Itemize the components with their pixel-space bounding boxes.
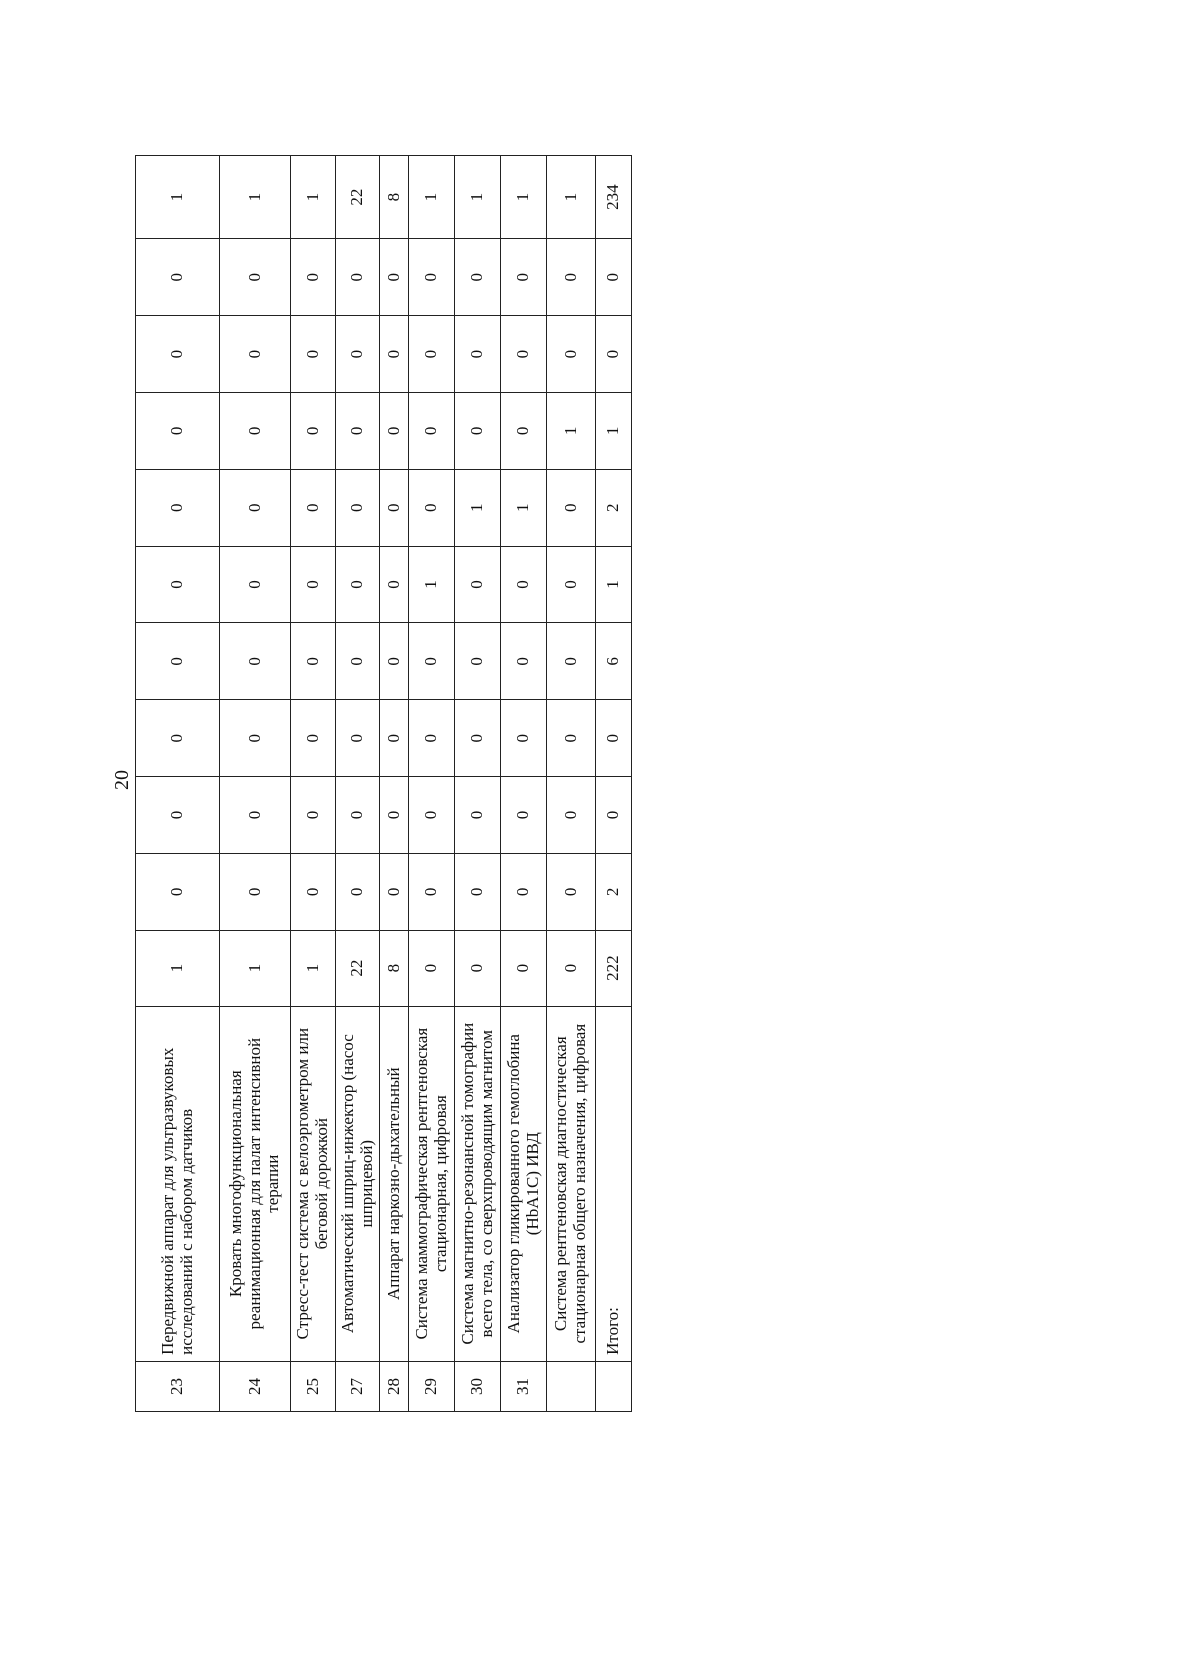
cell-value: 0	[501, 316, 547, 393]
table-body	[136, 156, 632, 1412]
cell-value: 0	[501, 930, 547, 1006]
row-total: 1	[501, 156, 547, 239]
cell-value: 0	[409, 469, 455, 546]
row-number: 31	[501, 1361, 547, 1411]
cell-value: 1	[455, 469, 501, 546]
cell-value: 0	[291, 777, 336, 854]
equipment-name: Аппарат наркозно-дыхательный	[380, 1006, 409, 1361]
row-total: 1	[409, 156, 455, 239]
table-row	[136, 156, 220, 1412]
cell-value: 0	[291, 392, 336, 469]
cell-value: 0	[380, 777, 409, 854]
row-total: 1	[455, 156, 501, 239]
cell-value: 0	[501, 239, 547, 316]
total-value: 1	[596, 546, 632, 623]
cell-value: 0	[336, 853, 380, 930]
cell-value: 0	[455, 239, 501, 316]
cell-value: 0	[455, 623, 501, 700]
cell-value: 0	[501, 853, 547, 930]
row-total: 22	[336, 156, 380, 239]
page-number: 20	[111, 770, 133, 790]
cell-value: 22	[336, 930, 380, 1006]
table-row	[336, 156, 380, 1412]
grand-total: 234	[596, 156, 632, 239]
cell-value: 0	[547, 469, 596, 546]
row-number: 27	[336, 1361, 380, 1411]
cell-value: 0	[455, 853, 501, 930]
table-row	[547, 156, 596, 1412]
total-value: 2	[596, 469, 632, 546]
cell-value: 0	[455, 930, 501, 1006]
cell-value: 0	[291, 239, 336, 316]
cell-value: 0	[547, 777, 596, 854]
table-row	[455, 156, 501, 1412]
cell-value: 0	[455, 392, 501, 469]
equipment-name: Система магнитно-резонансной томографии всего тела, со сверхпроводящим магнитом	[455, 1006, 501, 1361]
cell-value: 0	[380, 469, 409, 546]
cell-value: 0	[136, 853, 220, 930]
cell-value: 0	[220, 853, 291, 930]
cell-value: 0	[547, 623, 596, 700]
cell-value: 1	[291, 930, 336, 1006]
row-total: 8	[380, 156, 409, 239]
equipment-name: Система рентгеновская диагностическая стационарная общего назначения, цифровая	[547, 1006, 596, 1361]
equipment-name: Анализатор гликированного гемоглобина (HbA1C) ИВД	[501, 1006, 547, 1361]
cell-value: 0	[291, 316, 336, 393]
table-row	[220, 156, 291, 1412]
cell-value: 8	[380, 930, 409, 1006]
equipment-name: Система маммографическая рентгеновская стационарная, цифровая	[409, 1006, 455, 1361]
cell-value: 0	[336, 623, 380, 700]
table-row	[501, 156, 547, 1412]
cell-value: 0	[501, 623, 547, 700]
cell-value: 0	[501, 392, 547, 469]
cell-value: 0	[136, 392, 220, 469]
cell-value: 0	[547, 239, 596, 316]
row-total: 1	[136, 156, 220, 239]
row-number	[547, 1361, 596, 1411]
cell-value: 0	[409, 930, 455, 1006]
cell-value: 0	[380, 546, 409, 623]
cell-value: 0	[409, 239, 455, 316]
equipment-name: Стресс-тест система с велоэргометром или беговой дорожкой	[291, 1006, 336, 1361]
cell-value: 0	[136, 546, 220, 623]
cell-value: 0	[501, 700, 547, 777]
table-row	[409, 156, 455, 1412]
total-number-cell	[596, 1361, 632, 1411]
cell-value: 0	[380, 392, 409, 469]
row-number: 25	[291, 1361, 336, 1411]
total-value: 2	[596, 853, 632, 930]
cell-value: 1	[220, 930, 291, 1006]
cell-value: 0	[291, 469, 336, 546]
cell-value: 0	[501, 546, 547, 623]
total-value: 0	[596, 316, 632, 393]
total-value: 1	[596, 392, 632, 469]
cell-value: 0	[547, 853, 596, 930]
cell-value: 0	[547, 930, 596, 1006]
cell-value: 0	[409, 700, 455, 777]
total-value: 222	[596, 930, 632, 1006]
cell-value: 0	[220, 546, 291, 623]
cell-value: 0	[336, 700, 380, 777]
cell-value: 1	[547, 392, 596, 469]
cell-value: 0	[380, 239, 409, 316]
row-number: 28	[380, 1361, 409, 1411]
row-number: 24	[220, 1361, 291, 1411]
equipment-table-rotated	[135, 155, 631, 1412]
row-total: 1	[547, 156, 596, 239]
cell-value: 0	[336, 392, 380, 469]
cell-value: 1	[409, 546, 455, 623]
cell-value: 0	[501, 777, 547, 854]
cell-value: 0	[220, 469, 291, 546]
equipment-name: Передвижной аппарат для ультразвуковых исследований с набором датчиков	[136, 1006, 220, 1361]
cell-value: 0	[291, 623, 336, 700]
cell-value: 0	[136, 239, 220, 316]
row-number: 29	[409, 1361, 455, 1411]
equipment-name: Автоматический шприц-инжектор (насос шприцевой)	[336, 1006, 380, 1361]
cell-value: 0	[136, 316, 220, 393]
equipment-name: Кровать многофункциональная реанимационная для палат интенсивной терапии	[220, 1006, 291, 1361]
table-row	[291, 156, 336, 1412]
table-row	[380, 156, 409, 1412]
row-total: 1	[220, 156, 291, 239]
cell-value: 0	[336, 316, 380, 393]
cell-value: 0	[291, 700, 336, 777]
cell-value: 0	[220, 316, 291, 393]
row-number: 30	[455, 1361, 501, 1411]
cell-value: 0	[380, 700, 409, 777]
cell-value: 0	[220, 700, 291, 777]
total-row	[596, 156, 632, 1412]
cell-value: 0	[455, 546, 501, 623]
total-value: 6	[596, 623, 632, 700]
cell-value: 0	[455, 777, 501, 854]
cell-value: 0	[136, 777, 220, 854]
cell-value: 0	[136, 623, 220, 700]
cell-value: 0	[336, 239, 380, 316]
cell-value: 0	[336, 546, 380, 623]
total-label: Итого:	[596, 1006, 632, 1361]
cell-value: 0	[455, 700, 501, 777]
cell-value: 0	[291, 546, 336, 623]
cell-value: 0	[547, 546, 596, 623]
page-number-container	[105, 155, 135, 1412]
cell-value: 0	[380, 623, 409, 700]
cell-value: 1	[136, 930, 220, 1006]
cell-value: 0	[380, 853, 409, 930]
cell-value: 0	[220, 623, 291, 700]
cell-value: 0	[409, 623, 455, 700]
cell-value: 0	[409, 853, 455, 930]
cell-value: 0	[220, 392, 291, 469]
cell-value: 0	[136, 700, 220, 777]
cell-value: 0	[547, 700, 596, 777]
cell-value: 1	[501, 469, 547, 546]
cell-value: 0	[220, 777, 291, 854]
cell-value: 0	[547, 316, 596, 393]
cell-value: 0	[409, 392, 455, 469]
cell-value: 0	[136, 469, 220, 546]
cell-value: 0	[336, 469, 380, 546]
total-value: 0	[596, 777, 632, 854]
total-value: 0	[596, 239, 632, 316]
cell-value: 0	[336, 777, 380, 854]
row-total: 1	[291, 156, 336, 239]
row-number: 23	[136, 1361, 220, 1411]
cell-value: 0	[409, 316, 455, 393]
cell-value: 0	[380, 316, 409, 393]
cell-value: 0	[220, 239, 291, 316]
equipment-table	[135, 155, 632, 1412]
cell-value: 0	[455, 316, 501, 393]
cell-value: 0	[409, 777, 455, 854]
cell-value: 0	[291, 853, 336, 930]
total-value: 0	[596, 700, 632, 777]
